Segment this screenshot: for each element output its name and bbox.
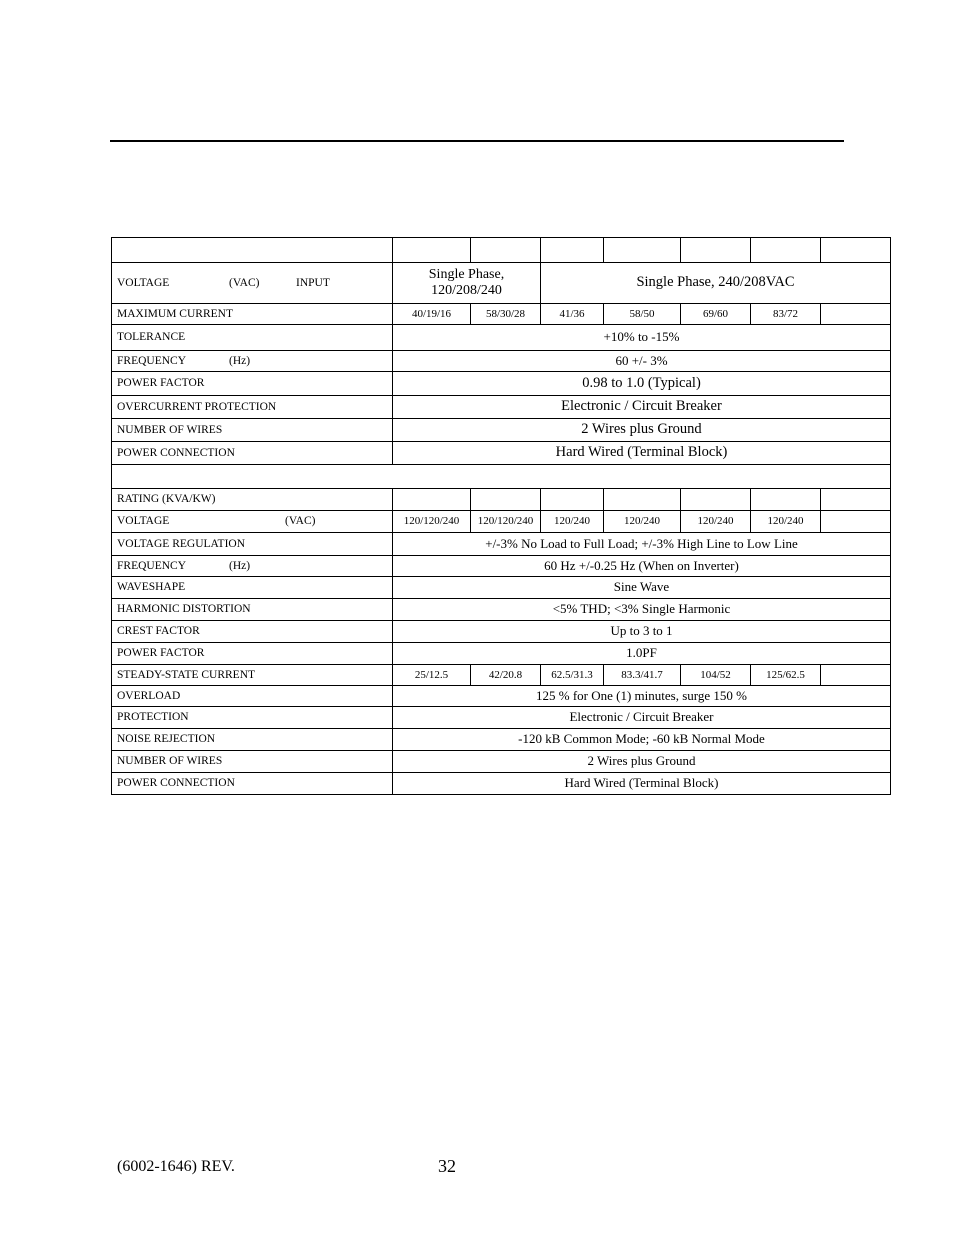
label-text: FREQUENCY bbox=[117, 354, 187, 367]
label-text: VOLTAGE bbox=[117, 276, 170, 289]
value-cell bbox=[541, 489, 604, 511]
value-cell bbox=[681, 489, 751, 511]
row-output-connection bbox=[112, 773, 891, 795]
label-text: VOLTAGE bbox=[117, 515, 170, 528]
value-cell: 120/120/240 bbox=[393, 511, 471, 533]
header-cell bbox=[821, 238, 891, 263]
row-protection bbox=[112, 707, 891, 729]
row-label: STEADY-STATE CURRENT bbox=[112, 665, 393, 686]
row-input-voltage bbox=[112, 263, 891, 304]
value-cell: 104/52 bbox=[681, 665, 751, 686]
value-span: Hard Wired (Terminal Block) bbox=[393, 773, 891, 795]
row-noise bbox=[112, 729, 891, 751]
value-cell: 42/20.8 bbox=[471, 665, 541, 686]
value-span: +10% to -15% bbox=[393, 325, 891, 351]
row-label bbox=[112, 351, 393, 372]
row-label: HARMONIC DISTORTION bbox=[112, 599, 393, 621]
value-span: 125 % for One (1) minutes, surge 150 % bbox=[393, 686, 891, 707]
row-label: VOLTAGE REGULATION bbox=[112, 533, 393, 556]
value-cell: 58/50 bbox=[604, 304, 681, 325]
value-span: <5% THD; <3% Single Harmonic bbox=[393, 599, 891, 621]
row-input-connection bbox=[112, 442, 891, 465]
value-cell: 40/19/16 bbox=[393, 304, 471, 325]
document-number: (6002-1646) REV. bbox=[117, 1158, 235, 1175]
row-label: PROTECTION bbox=[112, 707, 393, 729]
unit-text: (VAC) bbox=[285, 515, 316, 528]
row-regulation bbox=[112, 533, 891, 556]
value-span: 0.98 to 1.0 (Typical) bbox=[393, 372, 891, 396]
value-cell bbox=[821, 665, 891, 686]
row-input-wires bbox=[112, 419, 891, 442]
section-tag: INPUT bbox=[296, 276, 330, 289]
row-label: NUMBER OF WIRES bbox=[112, 419, 393, 442]
value-cell: 41/36 bbox=[541, 304, 604, 325]
value-span: 2 Wires plus Ground bbox=[393, 419, 891, 442]
row-label: POWER CONNECTION bbox=[112, 442, 393, 465]
value-span: Hard Wired (Terminal Block) bbox=[393, 442, 891, 465]
value-cell: 120/120/240 bbox=[471, 511, 541, 533]
header-cell bbox=[541, 238, 604, 263]
row-output-wires bbox=[112, 751, 891, 773]
row-output-frequency bbox=[112, 556, 891, 577]
value-cell: 83.3/41.7 bbox=[604, 665, 681, 686]
value-cell: 120/240 bbox=[681, 511, 751, 533]
row-label: OVERLOAD bbox=[112, 686, 393, 707]
value-cell: 83/72 bbox=[751, 304, 821, 325]
row-tolerance bbox=[112, 325, 891, 351]
value-cell: 58/30/28 bbox=[471, 304, 541, 325]
value-cell bbox=[821, 511, 891, 533]
row-output-voltage bbox=[112, 511, 891, 533]
unit-text: (Hz) bbox=[229, 559, 251, 572]
value-cell: 25/12.5 bbox=[393, 665, 471, 686]
value-cell: 120/240 bbox=[604, 511, 681, 533]
row-steady-current bbox=[112, 665, 891, 686]
value-cell bbox=[821, 304, 891, 325]
unit-text: (VAC) bbox=[229, 276, 260, 289]
row-label: NOISE REJECTION bbox=[112, 729, 393, 751]
row-overcurrent bbox=[112, 396, 891, 419]
row-label: NUMBER OF WIRES bbox=[112, 751, 393, 773]
value-span: Electronic / Circuit Breaker bbox=[393, 707, 891, 729]
row-label bbox=[112, 556, 393, 577]
row-label bbox=[112, 511, 393, 533]
header-cell bbox=[112, 238, 393, 263]
row-label: CREST FACTOR bbox=[112, 621, 393, 643]
unit-text: (Hz) bbox=[229, 354, 251, 367]
header-cell bbox=[471, 238, 541, 263]
top-rule bbox=[110, 140, 844, 142]
row-label: POWER FACTOR bbox=[112, 643, 393, 665]
spec-table bbox=[111, 237, 891, 795]
input-voltage-group: Single Phase, 240/208VAC bbox=[541, 263, 891, 304]
value-span: Sine Wave bbox=[393, 577, 891, 599]
value-span: 60 +/- 3% bbox=[393, 351, 891, 372]
row-label: POWER CONNECTION bbox=[112, 773, 393, 795]
value-span: 2 Wires plus Ground bbox=[393, 751, 891, 773]
input-voltage-single: Single Phase, 120/208/240 bbox=[393, 263, 541, 304]
row-overload bbox=[112, 686, 891, 707]
value-cell: 62.5/31.3 bbox=[541, 665, 604, 686]
header-cell bbox=[751, 238, 821, 263]
value-span: -120 kB Common Mode; -60 kB Normal Mode bbox=[393, 729, 891, 751]
value-cell: 120/240 bbox=[541, 511, 604, 533]
value-span: Electronic / Circuit Breaker bbox=[393, 396, 891, 419]
row-waveshape bbox=[112, 577, 891, 599]
header-row bbox=[112, 238, 891, 263]
row-label: WAVESHAPE bbox=[112, 577, 393, 599]
row-output-power-factor bbox=[112, 643, 891, 665]
value-cell: 125/62.5 bbox=[751, 665, 821, 686]
value-span: 1.0PF bbox=[393, 643, 891, 665]
value-cell: 120/240 bbox=[751, 511, 821, 533]
row-input-power-factor bbox=[112, 372, 891, 396]
row-rating bbox=[112, 489, 891, 511]
section-separator-row bbox=[112, 465, 891, 489]
row-label bbox=[112, 263, 393, 304]
row-harmonic bbox=[112, 599, 891, 621]
value-span: Up to 3 to 1 bbox=[393, 621, 891, 643]
row-label: TOLERANCE bbox=[112, 325, 393, 351]
row-input-frequency bbox=[112, 351, 891, 372]
value-cell bbox=[393, 489, 471, 511]
row-max-current bbox=[112, 304, 891, 325]
row-crest bbox=[112, 621, 891, 643]
header-cell bbox=[393, 238, 471, 263]
label-text: FREQUENCY bbox=[117, 559, 187, 572]
section-separator bbox=[112, 465, 891, 489]
value-cell: 69/60 bbox=[681, 304, 751, 325]
value-cell bbox=[751, 489, 821, 511]
page-number: 32 bbox=[438, 1156, 456, 1176]
header-cell bbox=[681, 238, 751, 263]
header-cell bbox=[604, 238, 681, 263]
value-cell bbox=[604, 489, 681, 511]
value-cell bbox=[821, 489, 891, 511]
row-label: OVERCURRENT PROTECTION bbox=[112, 396, 393, 419]
value-span: +/-3% No Load to Full Load; +/-3% High Line to Low Line bbox=[393, 533, 891, 556]
value-cell bbox=[471, 489, 541, 511]
row-label: POWER FACTOR bbox=[112, 372, 393, 396]
row-label: MAXIMUM CURRENT bbox=[112, 304, 393, 325]
value-span: 60 Hz +/-0.25 Hz (When on Inverter) bbox=[393, 556, 891, 577]
row-label: RATING (KVA/KW) bbox=[112, 489, 393, 511]
